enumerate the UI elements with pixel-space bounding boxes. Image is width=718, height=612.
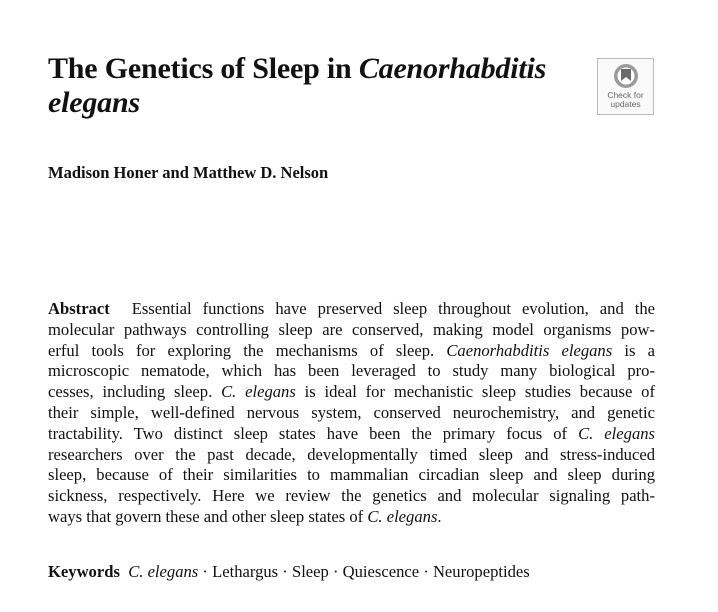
title-italic-line2: elegans <box>48 86 140 119</box>
abstract-text: . <box>437 506 442 526</box>
keywords <box>48 562 530 582</box>
abstract-line <box>48 320 655 341</box>
check-updates-icon <box>613 63 639 89</box>
abstract-line <box>48 299 655 320</box>
abstract-line <box>48 465 655 486</box>
species-name: Caenorhabditis elegans <box>446 340 613 360</box>
abstract-line <box>48 445 655 466</box>
abstract-text: microscopic nematode, which has been leveraged to study many biological pro- <box>48 361 655 381</box>
check-for-updates-badge[interactable] <box>597 58 654 115</box>
abstract-line <box>48 361 655 382</box>
keyword-c-elegans: C. elegans <box>128 562 199 581</box>
keywords-label: Keywords <box>48 562 120 581</box>
abstract-text: sickness, respectively. Here we review the genetics and molecular signaling path- <box>48 486 655 506</box>
abstract-text: their simple, well-defined nervous system, conserved neurochemistry, and genetic <box>48 402 655 422</box>
abstract-line <box>48 507 655 528</box>
abstract <box>48 299 655 528</box>
authors: Madison Honer and Matthew D. Nelson <box>48 163 329 182</box>
abstract-text: sleep, because of their similarities to mammalian circadian sleep and sleep during <box>48 465 655 485</box>
abstract-text: tractability. Two distinct sleep states have been the primary focus of <box>48 423 579 443</box>
abstract-text: is a <box>612 340 655 360</box>
abstract-line <box>48 424 655 445</box>
species-name: C. elegans <box>578 423 655 443</box>
abstract-text: molecular pathways controlling sleep are conserved, making model organisms pow- <box>48 319 655 339</box>
badge-text-1: Check for <box>607 90 644 100</box>
abstract-line <box>48 403 655 424</box>
abstract-text: is ideal for mechanistic sleep studies because of <box>295 382 655 402</box>
abstract-text: cesses, including sleep. <box>48 382 222 402</box>
badge-text-2: updates <box>610 99 641 109</box>
species-name: C. elegans <box>221 382 296 402</box>
abstract-line <box>48 486 655 507</box>
abstract-text: erful tools for exploring the mechanisms of sleep. <box>48 340 447 360</box>
title-italic: Caenorhabditis <box>358 52 547 85</box>
abstract-line <box>48 382 655 403</box>
abstract-text: Essential functions have preserved sleep throughout evolution, and the <box>109 299 655 318</box>
abstract-text: researchers over the past decade, developmentally timed sleep and stress-induced <box>48 444 655 464</box>
keywords-list: · Lethargus · Sleep · Quiescence · Neuropeptides <box>198 562 530 581</box>
title-plain: The Genetics of Sleep in <box>48 52 359 85</box>
abstract-text: ways that govern these and other sleep states of <box>48 506 368 526</box>
abstract-line <box>48 341 655 362</box>
species-name: C. elegans <box>367 506 438 526</box>
abstract-label: Abstract <box>48 299 110 318</box>
paper-title <box>48 52 546 120</box>
